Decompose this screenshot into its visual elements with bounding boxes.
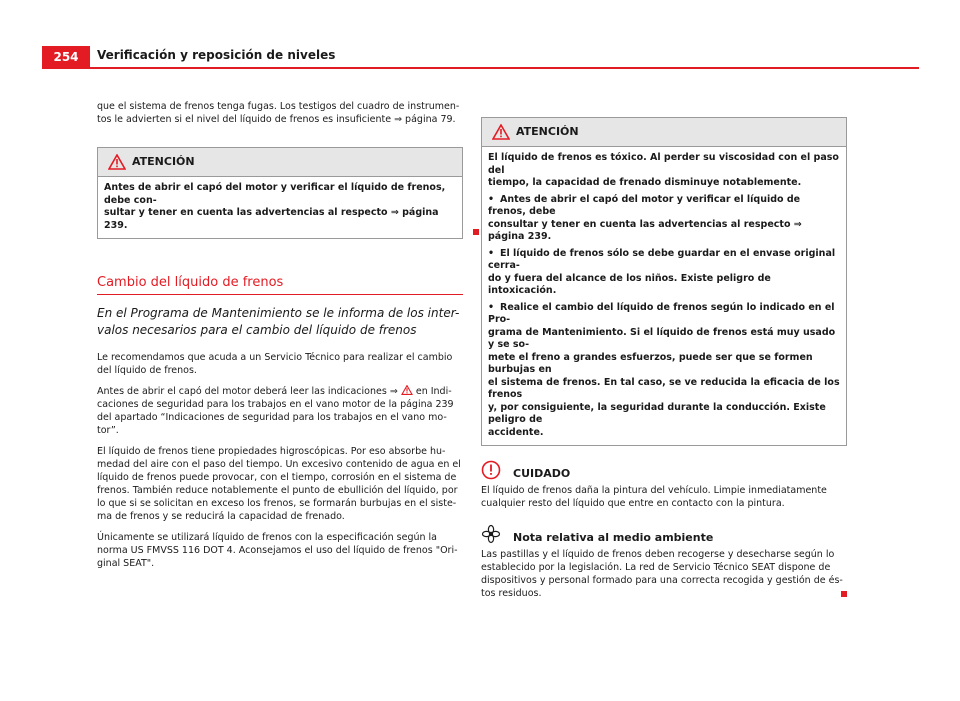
warning-body [98,177,462,238]
bullet-line: y, por consiguiente, la seguridad durante la conducción. Existe peligro de [488,401,826,425]
paragraph-line: líquido de frenos puede provocar, con el tiempo, corrosión en el sistema de [97,472,457,483]
warning-title: ATENCIÓN [132,155,195,168]
environment-title: Nota relativa al medio ambiente [513,531,714,544]
bullet-line: mete el freno a grandes esfuerzos, puede ser que se formen burbujas en [488,351,813,375]
warning-header [98,148,462,177]
bullet-line: el sistema de frenos. En tal caso, se ve reducida la eficacia de los frenos [488,376,840,400]
paragraph-line: del apartado “Indicaciones de seguridad para los trabajos en el vano mo- [97,412,447,423]
paragraph-text: Antes de abrir el capó del motor deberá leer las indicaciones ⇒ [97,386,398,397]
environment-line: tos residuos. [481,588,542,599]
caution-title: CUIDADO [513,467,571,480]
caution-header [481,460,847,482]
caution-exclamation-icon [481,460,501,480]
paragraph-line: ginal SEAT". [97,558,155,569]
paragraph-line [97,385,463,398]
environment-header [481,524,847,546]
environment-flower-icon [481,524,501,544]
warning-line: Antes de abrir el capó del motor y verificar el líquido de frenos, debe con- [104,182,446,206]
paragraph [97,385,463,437]
paragraph-line: caciones de seguridad para los trabajos en el vano motor de la página 239 [97,399,454,410]
warning-triangle-icon [492,124,510,140]
caution-line: cualquier resto del líquido que entre en contacto con la pintura. [481,498,785,509]
paragraph-line: lo que si se solicitan en exceso los frenos, se formarán burbujas en el siste- [97,498,457,509]
paragraph-line: El líquido de frenos tiene propiedades higroscópicas. Por eso absorbe hu- [97,446,446,457]
warning-bullet [488,302,840,440]
paragraph-line: tor”. [97,425,119,436]
environment-line: dispositivos y personal formado para una correcta recogida y gestión de és- [481,575,843,586]
warning-box [481,117,847,446]
paragraph-line: ma de frenos y se reducirá la capacidad de frenado. [97,511,345,522]
paragraph-line: norma US FMVSS 116 DOT 4. Aconsejamos el uso del líquido de frenos "Ori- [97,545,458,556]
warning-line: El líquido de frenos es tóxico. Al perder su viscosidad con el paso del [488,152,839,176]
intro-line: tos le advierten si el nivel del líquido de frenos es insuficiente ⇒ página 79. [97,114,456,125]
warning-line: tiempo, la capacidad de frenado disminuye notablemente. [488,177,802,188]
bullet-dot: • [488,193,495,205]
caution-body [481,484,847,510]
subtitle-line: En el Programa de Mantenimiento se le informa de los inter- [97,306,460,320]
paragraph [97,531,463,570]
left-column [97,100,463,578]
warning-triangle-icon [108,154,126,170]
paragraph-line: frenos. También reduce notablemente el punto de ebullición del líquido, por [97,485,458,496]
bullet-dot: • [488,247,495,259]
section-rule [97,294,463,295]
paragraph-line: Únicamente se utilizará líquido de frenos con la especificación según la [97,532,437,543]
warning-bullet [488,248,840,298]
intro-line: que el sistema de frenos tenga fugas. Los testigos del cuadro de instrumen- [97,101,460,112]
section-subtitle [97,305,463,339]
end-marker [841,591,847,597]
environment-line: Las pastillas y el líquido de frenos deben recogerse y desecharse según lo [481,549,835,560]
bullet-line: Antes de abrir el capó del motor y verificar el líquido de frenos, debe [488,193,801,217]
environment-body [481,548,847,600]
warning-header [482,118,846,147]
environment-line: establecido por la legislación. La red de Servicio Técnico SEAT dispone de [481,562,831,573]
warning-title: ATENCIÓN [516,125,579,138]
paragraph [97,351,463,377]
end-marker [473,229,479,235]
bullet-line: grama de Mantenimiento. Si el líquido de frenos está muy usado y se so- [488,326,836,350]
warning-bullet [488,194,840,244]
caution-line: El líquido de frenos daña la pintura del vehículo. Limpie inmediatamente [481,485,827,496]
left-warning-wrap [97,147,463,239]
warning-triangle-icon [401,385,413,395]
warning-line: sultar y tener en cuenta las advertencias al respecto ⇒ página 239. [104,207,439,231]
header-rule [42,67,919,69]
warning-box [97,147,463,239]
paragraph-line: del líquido de frenos. [97,365,197,376]
chapter-title: Verificación y reposición de niveles [97,48,336,62]
paragraph-text: en Indi- [415,386,452,397]
paragraph-line: Le recomendamos que acuda a un Servicio Técnico para realizar el cambio [97,352,453,363]
paragraph-line: medad del aire con el paso del tiempo. Un excesivo contenido de agua en el [97,459,461,470]
paragraph [97,445,463,523]
bullet-dot: • [488,301,495,313]
right-column [481,117,847,600]
bullet-line: consultar y tener en cuenta las advertencias al respecto ⇒ página 239. [488,218,802,242]
warning-body [482,147,846,445]
page-number: 254 [53,50,79,64]
bullet-line: do y fuera del alcance de los niños. Existe peligro de intoxicación. [488,272,771,296]
bullet-line: accidente. [488,426,544,438]
subtitle-line: valos necesarios para el cambio del líquido de frenos [97,323,417,337]
section-title: Cambio del líquido de frenos [97,275,284,290]
bullet-line: El líquido de frenos sólo se debe guardar en el envase original cerra- [488,247,836,271]
bullet-line: Realice el cambio del líquido de frenos según lo indicado en el Pro- [488,301,835,325]
